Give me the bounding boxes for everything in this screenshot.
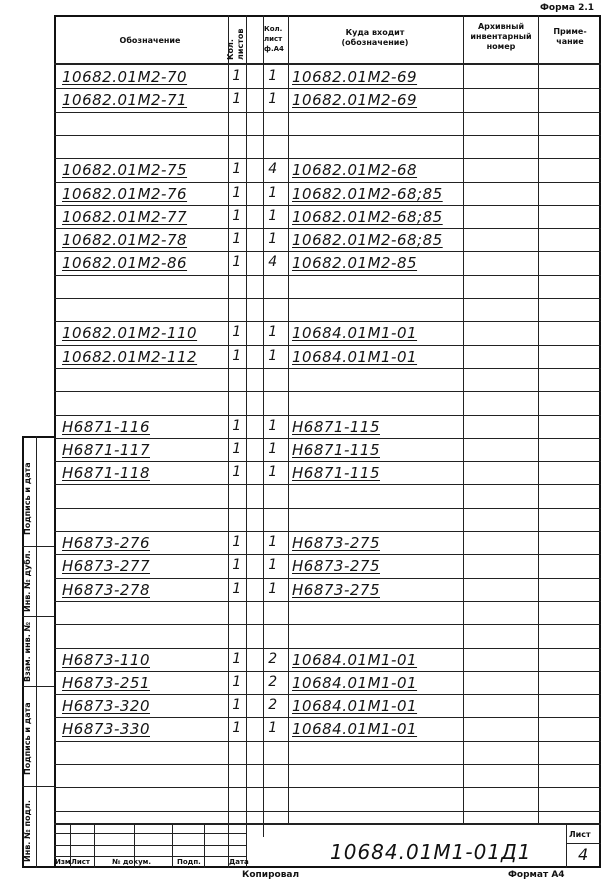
row-where-used: 10682.01M2-68;85: [292, 231, 443, 249]
stamp-izm: Изм: [55, 858, 71, 866]
row-line: [54, 298, 601, 299]
row-sheets-a4: 1: [268, 418, 278, 434]
row-line: [54, 787, 601, 788]
row-sheets: 1: [232, 324, 242, 340]
row-designation: H6873-251: [62, 674, 150, 692]
row-sheets: 1: [232, 231, 242, 247]
table-row: [0, 578, 611, 601]
row-designation: H6871-117: [62, 441, 150, 459]
header-where-used: Куда входит (обозначение): [341, 28, 409, 47]
stamp-sign: Подп.: [177, 858, 201, 866]
row-where-used: 10684.01M1-01: [292, 348, 418, 366]
row-line: [54, 811, 601, 812]
table-row: [0, 415, 611, 438]
row-where-used: H6873-275: [292, 534, 380, 552]
row-where-used: 10682.01M2-68;85: [292, 185, 443, 203]
row-sheets: 1: [232, 441, 242, 457]
row-where-used: 10682.01M2-69: [292, 68, 418, 86]
row-line: [54, 508, 601, 509]
row-sheets-a4: 1: [268, 464, 278, 480]
row-line: [54, 484, 601, 485]
row-designation: H6871-118: [62, 464, 150, 482]
row-sheets-a4: 1: [268, 91, 278, 107]
row-sheets: 1: [232, 557, 242, 573]
row-sheets-a4: 2: [268, 697, 278, 713]
table-row: [0, 251, 611, 274]
table-row: [0, 717, 611, 740]
row-sheets-a4: 1: [268, 534, 278, 550]
row-where-used: H6873-275: [292, 581, 380, 599]
row-designation: H6873-277: [62, 557, 150, 575]
stamp-date: Дата: [229, 858, 249, 866]
row-sheets: 1: [232, 161, 242, 177]
side-label-orig-inv: Инв. № подл.: [23, 800, 32, 862]
row-where-used: 10684.01M1-01: [292, 697, 418, 715]
row-where-used: H6873-275: [292, 557, 380, 575]
table-row: [0, 694, 611, 717]
row-sheets-a4: 1: [268, 557, 278, 573]
sheet-label: Лист: [569, 830, 591, 839]
row-designation: H6871-116: [62, 418, 150, 436]
row-sheets: 1: [232, 534, 242, 550]
row-line: [54, 741, 601, 742]
sheet-number: 4: [578, 845, 589, 864]
row-sheets-a4: 1: [268, 324, 278, 340]
side-label-dup-inv: Инв. № дубл.: [23, 550, 32, 612]
row-sheets: 1: [232, 674, 242, 690]
row-where-used: 10684.01M1-01: [292, 720, 418, 738]
table-row: [0, 554, 611, 577]
row-designation: 10682.01M2-112: [62, 348, 198, 366]
table-row: [0, 461, 611, 484]
row-designation: H6873-276: [62, 534, 150, 552]
side-label-sign-date-1: Подпись и дата: [23, 462, 32, 535]
row-sheets-a4: 1: [268, 185, 278, 201]
row-designation: 10682.01M2-78: [62, 231, 188, 249]
row-line: [54, 764, 601, 765]
header-archive: Архивный инвентарный номер: [470, 22, 532, 51]
row-where-used: 10684.01M1-01: [292, 674, 418, 692]
row-sheets: 1: [232, 464, 242, 480]
row-designation: 10682.01M2-71: [62, 91, 188, 109]
row-line: [54, 368, 601, 369]
stamp-list: Лист: [71, 858, 90, 866]
row-designation: 10682.01M2-76: [62, 185, 188, 203]
row-where-used: 10682.01M2-85: [292, 254, 418, 272]
row-sheets: 1: [232, 91, 242, 107]
table-row: [0, 648, 611, 671]
row-sheets: 1: [232, 581, 242, 597]
table-row: [0, 65, 611, 88]
header-sheets-count: Кол. листов: [226, 28, 245, 60]
table-row: [0, 228, 611, 251]
row-sheets-a4: 1: [268, 441, 278, 457]
row-sheets: 1: [232, 185, 242, 201]
header-note: Приме-чание: [553, 27, 587, 46]
row-line: [54, 624, 601, 625]
table-row: [0, 671, 611, 694]
table-row: [0, 321, 611, 344]
row-sheets-a4: 2: [268, 651, 278, 667]
document-code: 10684.01M1-01Д1: [330, 840, 532, 864]
row-line: [54, 275, 601, 276]
row-sheets-a4: 1: [268, 348, 278, 364]
row-sheets: 1: [232, 418, 242, 434]
row-sheets-a4: 1: [268, 581, 278, 597]
row-where-used: 10682.01M2-68: [292, 161, 418, 179]
row-sheets: 1: [232, 720, 242, 736]
row-designation: 10682.01M2-110: [62, 324, 198, 342]
row-sheets: 1: [232, 348, 242, 364]
row-sheets: 1: [232, 68, 242, 84]
row-where-used: 10682.01M2-69: [292, 91, 418, 109]
row-designation: 10682.01M2-77: [62, 208, 188, 226]
row-line: [54, 112, 601, 113]
table-row: [0, 88, 611, 111]
row-line: [54, 135, 601, 136]
row-line: [54, 601, 601, 602]
table-row: [0, 531, 611, 554]
row-sheets-a4: 4: [268, 161, 278, 177]
row-where-used: H6871-115: [292, 418, 380, 436]
side-label-replace-inv: Взам. инв. №: [23, 621, 32, 682]
row-designation: H6873-330: [62, 720, 150, 738]
row-sheets-a4: 2: [268, 674, 278, 690]
row-sheets: 1: [232, 651, 242, 667]
row-designation: 10682.01M2-86: [62, 254, 188, 272]
row-designation: 10682.01M2-75: [62, 161, 188, 179]
stamp-sheet-divider: [566, 843, 601, 844]
row-designation: 10682.01M2-70: [62, 68, 188, 86]
header-sheets-a4: Кол. лист ф.А4: [264, 25, 284, 53]
row-sheets-a4: 1: [268, 208, 278, 224]
row-where-used: H6871-115: [292, 464, 380, 482]
footer-copied: Копировал: [242, 870, 300, 880]
stamp-doc-no: № докум.: [112, 858, 152, 866]
side-label-sign-date-2: Подпись и дата: [23, 702, 32, 775]
row-sheets: 1: [232, 697, 242, 713]
row-designation: H6873-320: [62, 697, 150, 715]
row-sheets-a4: 1: [268, 68, 278, 84]
row-sheets-a4: 4: [268, 254, 278, 270]
row-sheets-a4: 1: [268, 720, 278, 736]
row-sheets: 1: [232, 208, 242, 224]
row-designation: H6873-278: [62, 581, 150, 599]
stamp-line: [566, 823, 567, 868]
table-row: [0, 158, 611, 181]
table-row: [0, 205, 611, 228]
row-where-used: H6871-115: [292, 441, 380, 459]
row-sheets-a4: 1: [268, 231, 278, 247]
row-line: [54, 391, 601, 392]
row-designation: H6873-110: [62, 651, 150, 669]
table-row: [0, 182, 611, 205]
footer-format: Формат А4: [508, 870, 565, 880]
table-row: [0, 438, 611, 461]
row-where-used: 10682.01M2-68;85: [292, 208, 443, 226]
row-sheets: 1: [232, 254, 242, 270]
header-designation: Обозначение: [119, 36, 181, 45]
form-label: Форма 2.1: [540, 3, 595, 13]
table-row: [0, 345, 611, 368]
row-where-used: 10684.01M1-01: [292, 651, 418, 669]
row-where-used: 10684.01M1-01: [292, 324, 418, 342]
